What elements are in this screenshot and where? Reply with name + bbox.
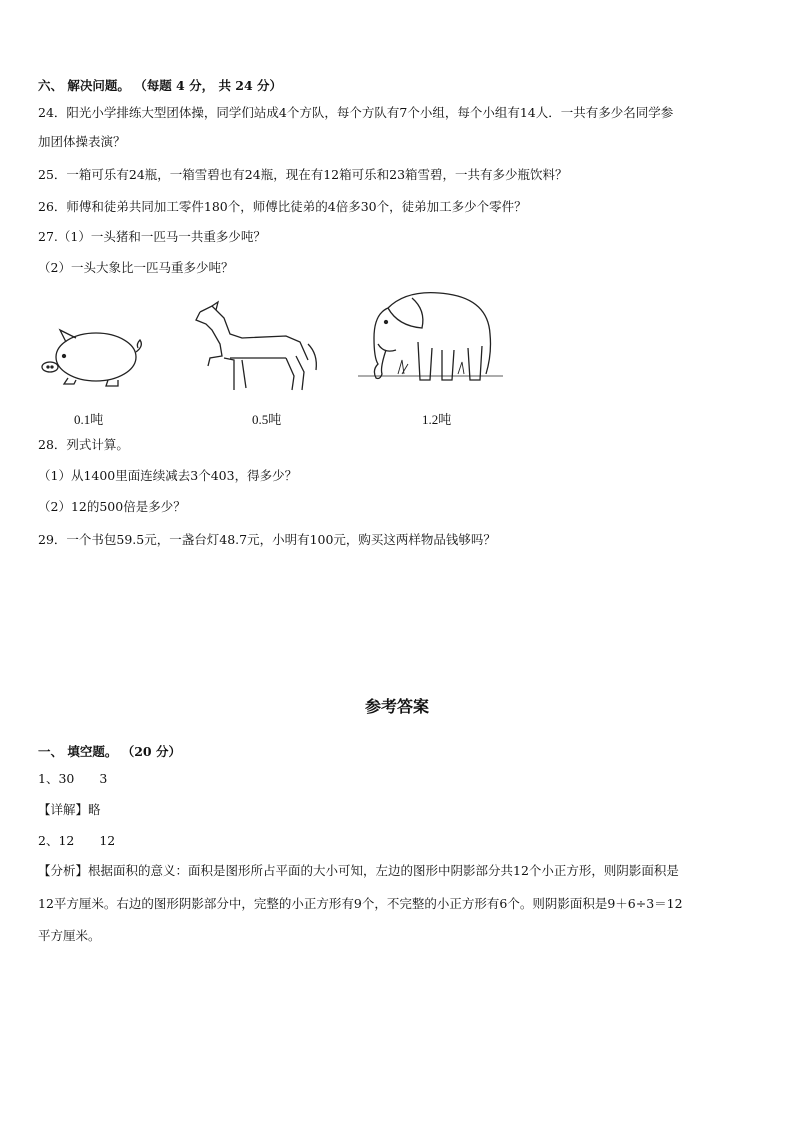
section6-heading: 六、 解决问题。 （每题 4 分， 共 24 分） xyxy=(38,78,283,93)
answer-2-analysis-line3: 平方厘米。 xyxy=(38,928,101,943)
question-24-line1: 24．阳光小学排练大型团体操，同学们站成4个方队，每个方队有7个小组，每个小组有14人．一共有多少名同学参 xyxy=(38,105,674,120)
pig-illustration xyxy=(38,322,148,392)
answer-2-analysis-line2: 12平方厘米。右边的图形阴影部分中，完整的小正方形有9个，不完整的小正方形有6个。则阴影面积是9＋6÷3＝12 xyxy=(38,896,683,911)
horse-weight-caption: 0.5吨 xyxy=(252,412,282,427)
answer-2: 2、12 12 xyxy=(38,833,116,848)
elephant-illustration xyxy=(358,288,503,388)
pig-weight-caption: 0.1吨 xyxy=(74,412,104,427)
question-29: 29．一个书包59.5元，一盏台灯48.7元，小明有100元，购买这两样物品钱够吗？ xyxy=(38,532,496,547)
answer-1-detail: 【详解】略 xyxy=(38,802,101,817)
answers-title: 参考答案 xyxy=(364,697,429,716)
question-28-part1: （1）从1400里面连续减去3个403，得多少？ xyxy=(38,468,298,483)
answer-1: 1、30 3 xyxy=(38,771,108,786)
question-27-part2: （2）一头大象比一匹马重多少吨？ xyxy=(38,260,234,275)
question-28-part2: （2）12的500倍是多少？ xyxy=(38,499,186,514)
question-27-part1: 27.（1）一头猪和一匹马一共重多少吨？ xyxy=(38,229,266,244)
question-28: 28．列式计算。 xyxy=(38,437,129,452)
question-26: 26．师傅和徒弟共同加工零件180个，师傅比徒弟的4倍多30个，徒弟加工多少个零件？ xyxy=(38,199,527,214)
answers-section1-heading: 一、 填空题。 （20 分） xyxy=(38,744,181,759)
elephant-weight-caption: 1.2吨 xyxy=(422,412,452,427)
question-25: 25．一箱可乐有24瓶，一箱雪碧也有24瓶，现在有12箱可乐和23箱雪碧，一共有多少瓶饮料？ xyxy=(38,167,568,182)
question-24-line2: 加团体操表演？ xyxy=(38,134,126,149)
answer-2-analysis-line1: 【分析】根据面积的意义：面积是图形所占平面的大小可知，左边的图形中阴影部分共12个小正方形，则阴影面积是 xyxy=(38,863,679,878)
horse-illustration xyxy=(190,300,325,395)
